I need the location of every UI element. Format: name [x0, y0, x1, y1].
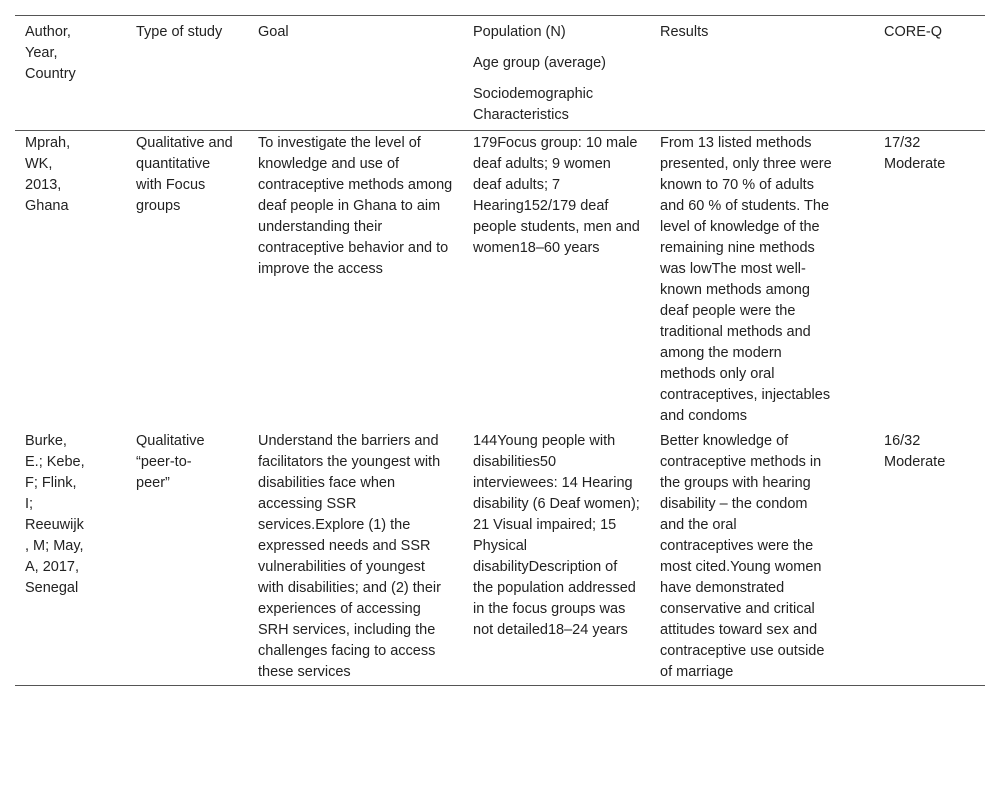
cell-goal: Understand the barriers and facilitators the youngest with disabilities face when accessing SSR services.Explore (1) the expressed needs and SSR vulnerabilities of youngest with disabilities; and (2) their experiences of accessing SRH services, including the challenges facing to access these services	[258, 433, 441, 680]
cell-type: Qualitative “peer-to-peer”	[136, 433, 205, 491]
cell-goal: To investigate the level of knowledge and use of contraceptive methods among deaf people in Ghana to aim understanding their contraceptive behavior and to improve the access	[258, 135, 453, 277]
header-results: Results	[660, 24, 709, 40]
cell-coreq: 16/32 Moderate	[884, 433, 946, 470]
header-population-line: Age group (average)	[473, 55, 606, 71]
studies-table-container	[15, 15, 985, 686]
cell-results: Better knowledge of contraceptive methods in the groups with hearing disability – the condom and the oral contraceptives were the most cited.Young women have demonstrated conservative and critical attitudes toward sex and contraceptive use outside of marriage	[660, 433, 825, 680]
header-row	[15, 16, 985, 131]
header-coreq: CORE-Q	[884, 24, 942, 40]
cell-author: Mprah, WK, 2013, Ghana	[25, 135, 71, 214]
header-type: Type of study	[136, 24, 223, 40]
cell-results: From 13 listed methods presented, only three were known to 70 % of adults and 60 % of students. The level of knowledge of the remaining nine methods was lowThe most well-known methods among deaf people were the traditional methods and among the modern methods only oral contraceptives, injectables and condoms	[660, 135, 832, 424]
header-population	[463, 16, 650, 131]
header-population-line: Population (N)	[473, 24, 566, 40]
table-row	[15, 429, 985, 686]
studies-table	[15, 15, 985, 686]
cell-type: Qualitative and quantitative with Focus groups	[136, 135, 233, 214]
header-goal: Goal	[258, 24, 289, 40]
cell-population: 144Young people with disabilities50 interviewees: 14 Hearing disability (6 Deaf women); 21 Visual impaired; 15 Physical disabilityDescription of the population addressed in the focus groups was not detailed18–24 years	[473, 433, 640, 638]
cell-coreq: 17/32 Moderate	[884, 135, 946, 172]
cell-author: Burke, E.; Kebe, F; Flink, I; Reeuwijk, M; May, A, 2017, Senegal	[25, 433, 85, 596]
header-population-line: Sociodemographic Characteristics	[473, 86, 594, 123]
header-author: Author, Year, Country	[25, 24, 76, 82]
table-row	[15, 131, 985, 430]
cell-population: 179Focus group: 10 male deaf adults; 9 women deaf adults; 7 Hearing152/179 deaf people students, men and women18–60 years	[473, 135, 640, 256]
